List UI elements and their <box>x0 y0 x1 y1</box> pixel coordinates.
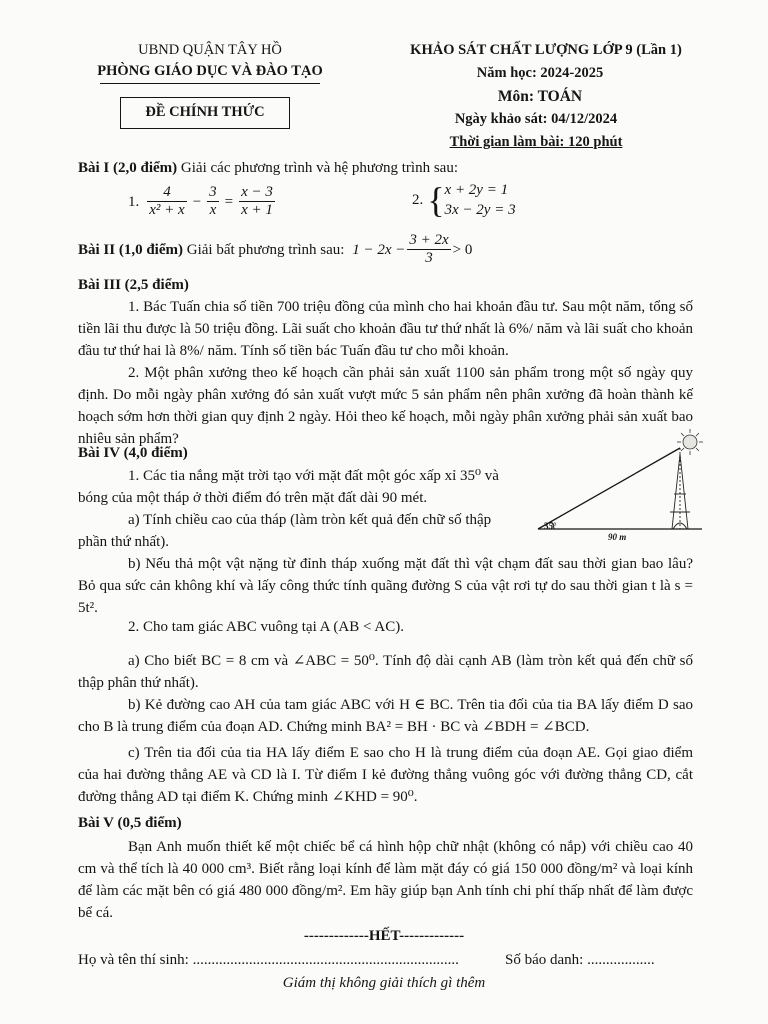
bai4-title: Bài IV (4,0 điểm) <box>78 445 188 461</box>
figure-angle-label: 35° <box>544 521 557 531</box>
eq1-fraction-1: $\frac{4}{\text{x² + x}}$ <box>149 184 185 218</box>
eq2-line-2: 3x − 2y = 3 <box>444 202 516 218</box>
exam-date: Ngày khảo sát: 04/12/2024 <box>454 111 618 127</box>
bai2-rhs: > 0 <box>452 241 473 258</box>
figure-length-label: 90 m <box>608 532 627 542</box>
candidate-id-line: Số báo danh: .................. <box>505 952 655 968</box>
bai1-text: Giải các phương trình và hệ phương trình sau: <box>177 160 458 176</box>
bai4-1a-line-2: phần thứ nhất). <box>78 534 170 550</box>
bai1-title: Bài I (2,0 điểm) <box>78 160 178 176</box>
bai5-title: Bài V (0,5 điểm) <box>78 815 182 831</box>
bai1-equation-1 <box>128 184 277 219</box>
subject: Môn: TOÁN <box>497 88 583 105</box>
bai3-part-1: 1. Bác Tuấn chia số tiền 700 triệu đồng của mình cho hai khoản đầu tư. Sau một năm, tổng số tiền lãi thu được là 50 triệu đồng. Lãi suất cho khoản đầu tư thứ nhất là 6%/ năm và lãi suất cho khoản đầu tư thứ hai là 8%/ năm. Tính số tiền bác Tuấn đầu tư cho mỗi khoản. <box>78 299 693 359</box>
bai4-part-2: 2. Cho tam giác ABC vuông tại A (AB < AC). <box>128 619 404 635</box>
tower-figure <box>532 424 712 539</box>
sun-ray-line <box>538 448 680 529</box>
exam-title: KHẢO SÁT CHẤT LƯỢNG LỚP 9 (Lần 1) <box>410 42 682 58</box>
bai4-1a-line-1: a) Tính chiều cao của tháp (làm tròn kết quả đến chữ số thập <box>128 512 492 528</box>
official-label: ĐỀ CHÍNH THỨC <box>145 104 265 120</box>
end-marker: -------------HẾT------------- <box>303 928 465 944</box>
system-brace: { <box>427 180 445 220</box>
bai3-part-2: 2. Một phân xưởng theo kế hoạch cần phải sản xuất 1100 sản phẩm trong một số ngày quy định. Do mỗi ngày phân xưởng đó sản xuất vượt mức 5 sản phẩm nên phân xưởng đã hoàn thành kế hoạch sớm hơn thời gian quy định 2 ngày. Hỏi theo kế hoạch, mỗi ngày phân xưởng phải sản xuất bao nhiêu sản phẩm? <box>78 365 693 447</box>
proctor-note: Giám thị không giải thích gì thêm <box>282 975 486 991</box>
bai5-text: Bạn Anh muốn thiết kế một chiếc bể cá hình hộp chữ nhật (không có nắp) với chiều cao 40 cm và thể tích là 40 000 cm³. Biết rằng loại kính để làm mặt đáy có giá 150 000 đồng/m² và loại kính để làm các mặt bên có giá 480 000 đồng/m². Em hãy giúp bạn Anh tính chi phí thấp nhất để làm được bể cá. <box>78 839 693 921</box>
eq2-line-1: x + 2y = 1 <box>444 182 509 198</box>
bai2-fraction: $\frac{3 + 2x}{3}$ <box>409 232 449 266</box>
candidate-name-line: Họ và tên thí sinh: ....................................................................... <box>78 952 459 968</box>
school-year: Năm học: 2024-2025 <box>476 65 604 81</box>
bai1-equation-2 <box>412 180 516 220</box>
eq2-label: 2. <box>412 192 424 208</box>
exam-duration: Thời gian làm bài: 120 phút <box>449 134 623 150</box>
eq1-equals: = <box>224 193 234 210</box>
bai4-part-1-line-1: 1. Các tia nắng mặt trời tạo với mặt đất một góc xấp xỉ 35⁰ và <box>128 468 499 484</box>
bai2-text: Giải bất phương trình sau: <box>183 241 349 258</box>
bai4-2b: b) Kẻ đường cao AH của tam giác ABC với H ∈ BC. Trên tia đối của tia BA lấy điểm D sao cho B là trung điểm của đoạn AD. Chứng minh BA² = BH · BC và ∠BDH = ∠BCD. <box>78 697 693 735</box>
department-name: PHÒNG GIÁO DỤC VÀ ĐÀO TẠO <box>97 63 323 79</box>
bai4-part-1-line-2: bóng của một tháp ở thời điểm đó trên mặt đất dài 90 mét. <box>78 490 428 506</box>
eq1-fraction-3: $\frac{x - 3}{x + 1}$ <box>241 184 273 218</box>
bai3-title: Bài III (2,5 điểm) <box>78 277 189 293</box>
bai2-title: Bài II (1,0 điểm) <box>78 241 183 258</box>
eq2-system <box>445 180 516 220</box>
eq1-minus: − <box>192 193 202 210</box>
bai1-heading <box>78 157 458 179</box>
district-name: UBND QUẬN TÂY HỒ <box>138 42 282 58</box>
tower-icon <box>670 448 690 529</box>
eq1-fraction-2: $\frac{3}{x}$ <box>209 184 217 218</box>
department-underline <box>100 83 320 84</box>
bai2-lhs: 1 − 2x − <box>352 241 406 258</box>
bai2-heading <box>78 232 472 267</box>
eq1-label: 1. <box>128 193 140 210</box>
bai4-2c: c) Trên tia đối của tia HA lấy điểm E sao cho H là trung điểm của đoạn AE. Gọi giao điểm của hai đường thẳng AE và CD là I. Từ điểm I kẻ đường thẳng vuông góc với đường thẳng CD, cắt đường thẳng AD tại điểm K. Chứng minh ∠KHD = 90⁰. <box>78 745 693 805</box>
sun-icon <box>677 429 703 455</box>
bai4-2a: a) Cho biết BC = 8 cm và ∠ABC = 50⁰. Tính độ dài cạnh AB (làm tròn kết quả đến chữ số thập phân thứ nhất). <box>78 653 693 691</box>
bai4-1b: b) Nếu thả một vật nặng từ đỉnh tháp xuống mặt đất thì vật chạm đất sau thời gian bao lâu? Bỏ qua sức cản không khí và lấy công thức tính quãng đường S của vật rơi tự do sau thời gian t là s = 5t². <box>78 556 693 616</box>
